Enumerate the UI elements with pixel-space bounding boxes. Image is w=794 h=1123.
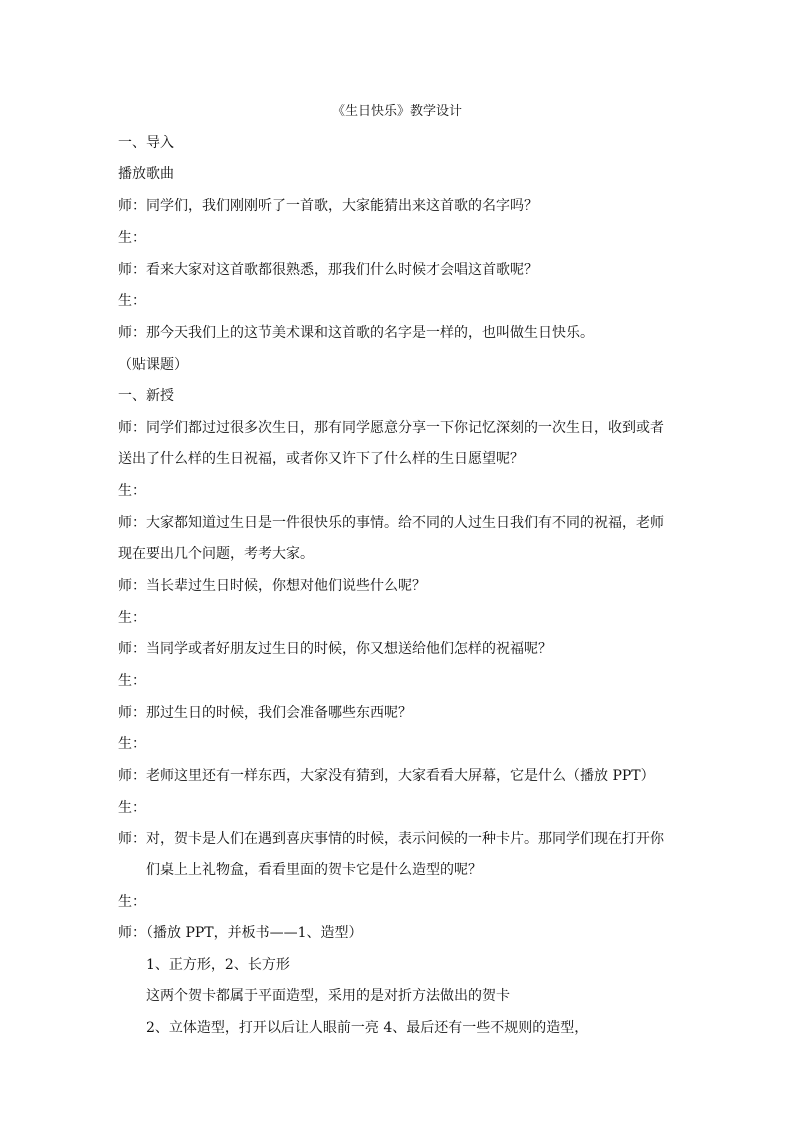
paragraph-line: 生： (118, 293, 146, 309)
paragraph-line: 送出了什么样的生日祝福，或者你又许下了什么样的生日愿望呢？ (118, 451, 524, 467)
paragraph-line: 1、正方形，2、长方形 (146, 957, 290, 973)
paragraph-line: 播放歌曲 (118, 166, 174, 182)
section-heading-new: 一、新授 (118, 388, 174, 404)
paragraph-line: 生： (118, 610, 146, 626)
paragraph-line: 师：当同学或者好朋友过生日的时候，你又想送给他们怎样的祝福呢？ (118, 641, 552, 657)
paragraph-line: 师：当长辈过生日时候，你想对他们说些什么呢？ (118, 578, 426, 594)
paragraph-line: 生： (118, 483, 146, 499)
paragraph-line: 师：那过生日的时候，我们会准备哪些东西呢？ (118, 705, 412, 721)
paragraph-line: 2、立体造型，打开以后让人眼前一亮 4、最后还有一些不规则的造型， (146, 1020, 589, 1036)
paragraph-line: 师：同学们，我们刚刚听了一首歌，大家能猜出来这首歌的名字吗？ (118, 198, 538, 214)
section-heading-intro: 一、导入 (118, 135, 174, 151)
paragraph-line: 师：（播放 PPT，并板书——1、造型） (118, 925, 363, 941)
paragraph-line: 师：那今天我们上的这节美术课和这首歌的名字是一样的，也叫做生日快乐。 (118, 325, 594, 341)
paragraph-line: 生： (118, 230, 146, 246)
paragraph-line: 师：老师这里还有一样东西，大家没有猜到，大家看看大屏幕，它是什么（播放 PPT） (118, 768, 655, 784)
paragraph-line: 师：大家都知道过生日是一件很快乐的事情。给不同的人过生日我们有不同的祝福，老师 (118, 515, 664, 531)
paragraph-line: 们桌上上礼物盒，看看里面的贺卡它是什么造型的呢？ (146, 862, 482, 878)
paragraph-line: （贴课题） (118, 357, 188, 373)
document-title: 《生日快乐》教学设计 (331, 104, 462, 119)
paragraph-line: 生： (118, 736, 146, 752)
paragraph-line: 师：同学们都过过很多次生日，那有同学愿意分享一下你记忆深刻的一次生日，收到或者 (118, 420, 664, 436)
paragraph-line: 生： (118, 894, 146, 910)
paragraph-line: 生： (118, 673, 146, 689)
paragraph-line: 师：对，贺卡是人们在遇到喜庆事情的时候，表示问候的一种卡片。那同学们现在打开你 (118, 831, 664, 847)
paragraph-line: 生： (118, 800, 146, 816)
paragraph-line: 现在要出几个问题，考考大家。 (118, 546, 314, 562)
paragraph-line: 师：看来大家对这首歌都很熟悉，那我们什么时候才会唱这首歌呢？ (118, 262, 538, 278)
paragraph-line: 这两个贺卡都属于平面造型，采用的是对折方法做出的贺卡 (146, 988, 510, 1004)
